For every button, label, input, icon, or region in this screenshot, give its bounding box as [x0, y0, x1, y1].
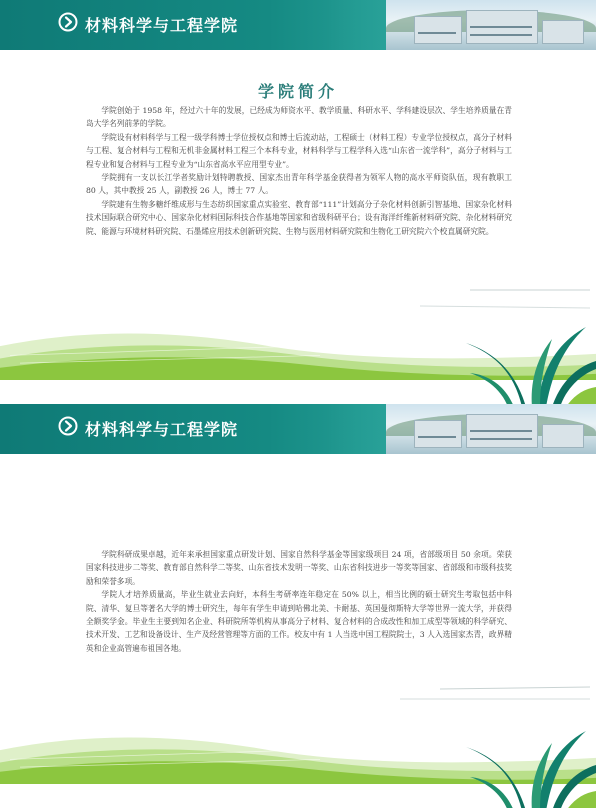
circle-arrow-right-icon [58, 12, 78, 32]
intro-body [86, 104, 512, 238]
section-title: 学院简介 [257, 82, 338, 101]
palm-leaves-decoration [456, 300, 596, 404]
palm-leaves-decoration [456, 704, 596, 808]
paragraph: 学院设有材料科学与工程一级学科博士学位授权点和博士后流动站，工程硕士（材料工程）专业学位授权点，高分子材料与工程、复合材料与工程和无机非金属材料工程三个本科专业，材料科学与工程学科入选“山东省一流学科”，高分子材料与工程专业和复合材料与工程专业为“山东省高水平应用型专业”。 [86, 132, 512, 169]
paragraph: 学院创始于 1958 年，经过六十年的发展，已经成为师资水平、教学质量、科研水平、学科建设层次、学生培养质量在青岛大学名列前茅的学院。 [86, 106, 512, 129]
campus-building-photo [386, 404, 596, 454]
page-header [0, 0, 596, 50]
header-title: 材料科学与工程学院 [85, 16, 239, 35]
page-header [0, 404, 596, 454]
paragraph: 学院科研成果卓越，近年来承担国家重点研发计划、国家自然科学基金等国家级项目 24 项，省部级项目 50 余项。荣获国家科技进步二等奖、教育部自然科学二等奖、山东省技术发明一等奖、山东省科技进步一等奖等国家、省部级和市级科技奖励和荣誉多项。 [86, 550, 512, 586]
paragraph: 学院人才培养质量高，毕业生就业去向好，本科生考研率连年稳定在 50% 以上，相当比例的硕士研究生考取包括中科院、清华、复旦等著名大学的博士研究生，每年有学生申请到哈佛北美、卡耐基、英国曼彻斯特大学等世界一流大学，并获得全额奖学金。毕业生主要到知名企业、科研院所等机构从事高分子材料、复合材料的合成改性和加工成型等领域的科学研究、技术开发、工艺和设备设计、生产及经营管理等方面的工作。校友中有 1 人当选中国工程院院士，3 人入选国家杰青，政界精英和企业高管遍布祖国各地。 [86, 590, 512, 653]
campus-building-photo [386, 0, 596, 50]
achievements-body [86, 548, 512, 655]
circle-arrow-right-icon [58, 416, 78, 436]
header-title: 材料科学与工程学院 [85, 420, 239, 439]
paragraph: 学院拥有一支以长江学者奖励计划特聘教授、国家杰出青年科学基金获得者为领军人物的高水平师资队伍，现有教职工 80 人，其中教授 25 人，副教授 26 人，博士 77 人。 [86, 173, 512, 196]
paragraph: 学院建有生物多糖纤维成形与生态纺织国家重点实验室、教育部“111”计划高分子杂化材料创新引智基地、国家杂化材料技术国际联合研究中心、国家杂化材料国际科技合作基地等国家和省级科研平台；设有海洋纤维新材料研究院、杂化材料研究院、能源与环境材料研究院、石墨烯应用技术创新研究院、生物与医用材料研究院和生物化工研究院六个校直属研究院。 [86, 199, 512, 236]
